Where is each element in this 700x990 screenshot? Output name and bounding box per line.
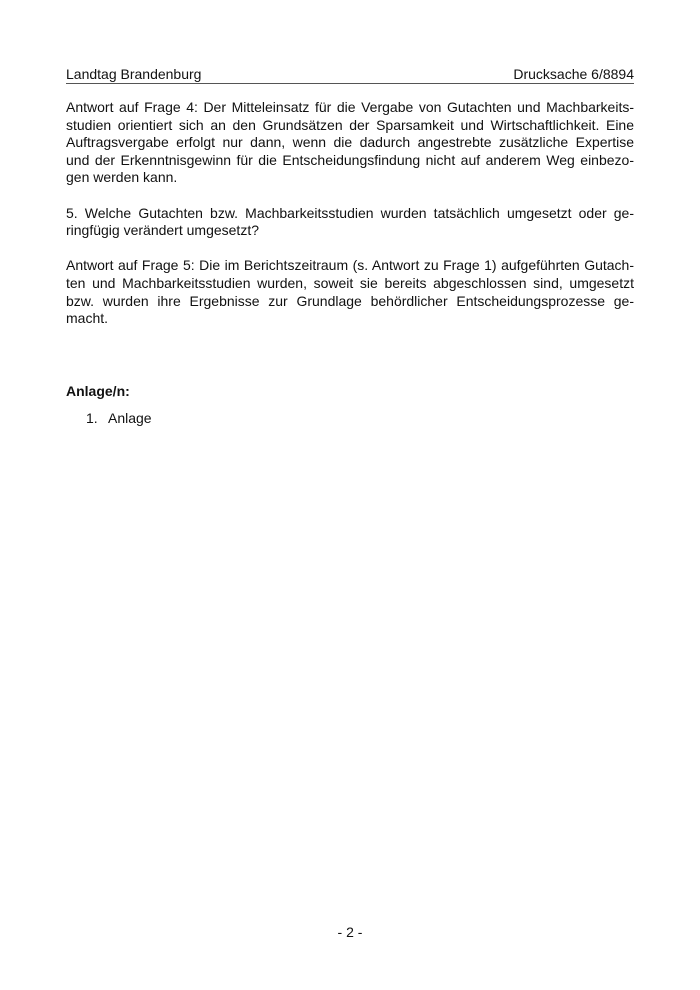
attachment-item (86, 410, 152, 427)
text-line: Auftragsvergabe erfolgt nur dann, wenn die dadurch angestrebte zusätzliche Expertise (66, 134, 634, 151)
text-line: studien orientiert sich an den Grundsätzen der Sparsamkeit und Wirtschaftlichkeit. Eine (66, 116, 634, 133)
document-body (66, 99, 634, 345)
text-line: 5. Welche Gutachten bzw. Machbarkeitsstudien wurden tatsächlich umgesetzt oder ge- (66, 204, 634, 221)
header-parliament-name: Landtag Brandenburg (66, 66, 202, 82)
answer-question-5 (66, 257, 634, 327)
answer-question-4 (66, 99, 634, 187)
text-line: bzw. wurden ihre Ergebnisse zur Grundlage behördlicher Entscheidungsprozesse ge- (66, 292, 634, 309)
attachments-heading: Anlage/n: (66, 383, 130, 399)
question-5 (66, 205, 634, 240)
text-line: gen werden kann. (66, 169, 178, 186)
attachments-list (86, 410, 152, 427)
header-document-number: Drucksache 6/8894 (513, 66, 634, 82)
text-line: und der Erkenntnisgewinn für die Entscheidungsfindung nicht auf anderem Weg einbezo- (66, 151, 634, 168)
text-line: Antwort auf Frage 5: Die im Berichtszeitraum (s. Antwort zu Frage 1) aufgeführten Gutach- (66, 257, 634, 274)
attachment-number: 1. (86, 410, 98, 426)
text-line: Antwort auf Frage 4: Der Mitteleinsatz für die Vergabe von Gutachten und Machbarkeits- (66, 99, 634, 115)
attachment-label: Anlage (108, 410, 152, 426)
text-line: ringfügig verändert umgesetzt? (66, 222, 259, 239)
text-line: ten und Machbarkeitsstudien wurden, soweit sie bereits abgeschlossen sind, umgesetzt (66, 274, 634, 291)
page-number: - 2 - (337, 924, 363, 940)
page-header (66, 66, 634, 84)
text-line: macht. (66, 310, 109, 327)
